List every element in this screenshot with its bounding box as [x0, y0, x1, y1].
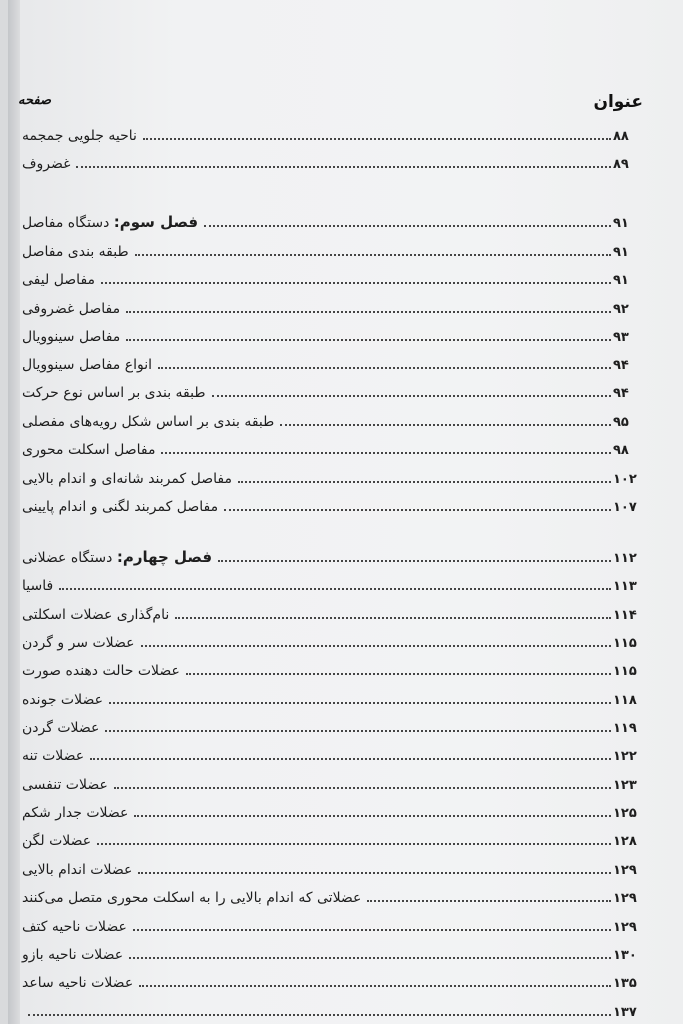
dot-leader — [76, 165, 611, 168]
toc-chapter-entry — [18, 200, 643, 230]
toc-entry-title — [18, 976, 133, 990]
toc-entry-page-number: ۹۱ — [613, 216, 629, 231]
dot-leader — [101, 281, 611, 284]
toc-entry — [18, 648, 643, 678]
toc-entry-page-number: ۱۱۳ — [613, 579, 637, 594]
toc-entry-text: نام‌گذاری عضلات اسکلتی — [22, 607, 170, 623]
toc-entry — [18, 563, 643, 593]
toc-entry-title — [18, 273, 95, 287]
dot-leader — [90, 757, 611, 760]
dot-leader — [175, 616, 611, 619]
toc-entry-title — [18, 834, 91, 848]
table-of-contents — [18, 0, 643, 1024]
dot-leader — [126, 338, 611, 341]
toc-entry-text: عضلات تنه — [22, 748, 85, 764]
toc-entry — [18, 314, 643, 344]
toc-entry-page-number: ۱۲۲ — [613, 749, 637, 764]
toc-entry-title — [18, 500, 218, 514]
toc-chapter-entry — [18, 535, 643, 565]
toc-entry-text: عضلات ناحیه ساعد — [22, 975, 134, 991]
toc-entry-text: عضلات اندام بالایی — [22, 862, 133, 878]
toc-entry-text: دستگاه عضلانی — [22, 550, 113, 566]
dot-leader — [109, 701, 611, 704]
header-title: عنوان — [593, 92, 643, 112]
toc-entry — [18, 875, 643, 905]
toc-entry-page-number: ۱۰۷ — [613, 500, 637, 515]
toc-entry-text: مفاصل غضروفی — [22, 301, 121, 317]
book-page — [8, 0, 683, 1024]
dot-leader — [238, 480, 611, 483]
toc-entry-text: مفاصل سینوویال — [22, 329, 121, 345]
toc-entry — [18, 399, 643, 429]
toc-entry-page-number: ۱۱۵ — [613, 664, 637, 679]
toc-entry-text: انواع مفاصل سینوویال — [22, 357, 153, 373]
toc-entry-title — [18, 157, 70, 171]
toc-entry-title — [18, 386, 206, 400]
toc-entry — [18, 257, 643, 287]
dot-leader — [141, 644, 612, 647]
chapter-label: فصل چهارم: — [116, 548, 213, 566]
toc-entry-text: دستگاه مفاصل — [22, 215, 110, 231]
toc-entry — [18, 229, 643, 259]
toc-entry-page-number: ۸۸ — [613, 129, 629, 144]
toc-entry-page-number: ۱۰۲ — [613, 472, 637, 487]
toc-entry-text: عضلات حالت دهنده صورت — [22, 663, 180, 679]
toc-entry-page-number: ۱۳۵ — [613, 976, 637, 991]
toc-entry-page-number: ۱۲۵ — [613, 806, 637, 821]
toc-entry-page-number: ۱۲۹ — [613, 863, 637, 878]
dot-leader — [367, 899, 611, 902]
toc-entry-text: عضلات سر و گردن — [22, 635, 135, 651]
toc-entry-title — [18, 891, 361, 905]
toc-entry-text: طبقه بندی بر اساس نوع حرکت — [22, 385, 206, 401]
dot-leader — [97, 842, 611, 845]
toc-entry-title — [18, 215, 198, 230]
toc-entry-page-number: ۱۲۹ — [613, 891, 637, 906]
dot-leader — [135, 253, 611, 256]
toc-entry — [18, 456, 643, 486]
toc-entry — [18, 141, 643, 171]
toc-entry-text: عضلات تنفسی — [22, 777, 108, 793]
chapter-label: فصل سوم: — [113, 213, 199, 231]
toc-entry-page-number: ۱۱۵ — [613, 636, 637, 651]
toc-entry-title — [18, 579, 53, 593]
dot-leader — [280, 423, 611, 426]
toc-entry-text: مفاصل اسکلت محوری — [22, 442, 156, 458]
toc-entry-text: مفاصل کمربند لگنی و اندام پایینی — [22, 499, 219, 515]
toc-entry-page-number: ۱۲۹ — [613, 920, 637, 935]
toc-entry-page-number: ۹۱ — [613, 245, 629, 260]
toc-header — [18, 88, 643, 112]
dot-leader — [126, 310, 611, 313]
toc-entry-text: عضلات ناحیه کتف — [22, 919, 127, 935]
toc-entry-page-number: ۱۲۳ — [613, 778, 637, 793]
toc-entry-page-number: ۹۴ — [613, 386, 629, 401]
toc-entry-page-number: ۹۳ — [613, 330, 629, 345]
dot-leader — [105, 729, 611, 732]
toc-entry-text: عضلاتی که اندام بالایی را به اسکلت محوری متصل می‌کنند — [22, 890, 362, 906]
toc-entry — [18, 705, 643, 735]
dot-leader — [134, 814, 611, 817]
toc-entry-page-number: ۱۱۸ — [613, 693, 637, 708]
toc-entry — [18, 113, 643, 143]
toc-entry-page-number: ۹۴ — [613, 358, 629, 373]
toc-entry — [18, 932, 643, 962]
toc-entry-text: مفاصل کمربند شانه‌ای و اندام بالایی — [22, 471, 232, 487]
toc-entry — [18, 762, 643, 792]
toc-entry — [18, 286, 643, 316]
toc-entry-text: عضلات لگن — [22, 833, 92, 849]
toc-entry — [18, 960, 643, 990]
toc-entry — [18, 989, 643, 1019]
dot-leader — [212, 394, 611, 397]
toc-entry-text: غضروف — [22, 156, 71, 172]
toc-entry-page-number: ۸۹ — [613, 157, 629, 172]
toc-entry-text: طبقه بندی مفاصل — [22, 244, 129, 260]
toc-entry — [18, 677, 643, 707]
toc-entry-title — [18, 443, 155, 457]
toc-entry — [18, 484, 643, 514]
toc-entry — [18, 370, 643, 400]
toc-entry-page-number: ۱۱۹ — [613, 721, 637, 736]
toc-entry-page-number: ۱۳۷ — [613, 1005, 637, 1020]
dot-leader — [129, 956, 611, 959]
dot-leader — [224, 508, 611, 511]
toc-entry-page-number: ۹۵ — [613, 415, 629, 430]
dot-leader — [138, 871, 611, 874]
header-page-label: صفحه — [18, 93, 51, 108]
toc-entry-text: عضلات جدار شکم — [22, 805, 129, 821]
toc-entry-text: طبقه بندی بر اساس شکل رویه‌های مفصلی — [22, 414, 275, 430]
toc-entry-page-number: ۱۱۲ — [613, 551, 637, 566]
toc-entry-page-number: ۱۲۸ — [613, 834, 637, 849]
dot-leader — [114, 786, 611, 789]
dot-leader — [139, 984, 611, 987]
toc-entry-page-number: ۱۳۰ — [613, 948, 637, 963]
dot-leader — [204, 224, 611, 227]
dot-leader — [158, 366, 611, 369]
toc-entry-text: عضلات گردن — [22, 720, 100, 736]
toc-entry-text: فاسیا — [22, 578, 54, 594]
toc-entry — [18, 847, 643, 877]
toc-entry — [18, 790, 643, 820]
toc-entry-text: عضلات ناحیه بازو — [22, 947, 124, 963]
toc-entry — [18, 620, 643, 650]
toc-entry-title — [18, 749, 84, 763]
dot-leader — [59, 587, 611, 590]
toc-entry-page-number: ۹۲ — [613, 302, 629, 317]
dot-leader — [186, 672, 611, 675]
toc-entry — [18, 904, 643, 934]
toc-entry-page-number: ۹۱ — [613, 273, 629, 288]
dot-leader — [133, 928, 611, 931]
toc-entry — [18, 733, 643, 763]
dot-leader — [28, 1013, 611, 1016]
toc-entry — [18, 592, 643, 622]
toc-entry — [18, 818, 643, 848]
toc-entry-page-number: ۱۱۴ — [613, 608, 637, 623]
toc-entry — [18, 342, 643, 372]
toc-entry-page-number: ۹۸ — [613, 443, 629, 458]
toc-entry-text: عضلات جونده — [22, 692, 103, 708]
toc-entry-text: ناحیه جلویی جمجمه — [22, 128, 137, 144]
dot-leader — [218, 559, 611, 562]
dot-leader — [161, 451, 611, 454]
dot-leader — [143, 137, 611, 140]
toc-entry — [18, 427, 643, 457]
toc-entry-title — [18, 664, 180, 678]
toc-entry-text: مفاصل لیفی — [22, 272, 96, 288]
